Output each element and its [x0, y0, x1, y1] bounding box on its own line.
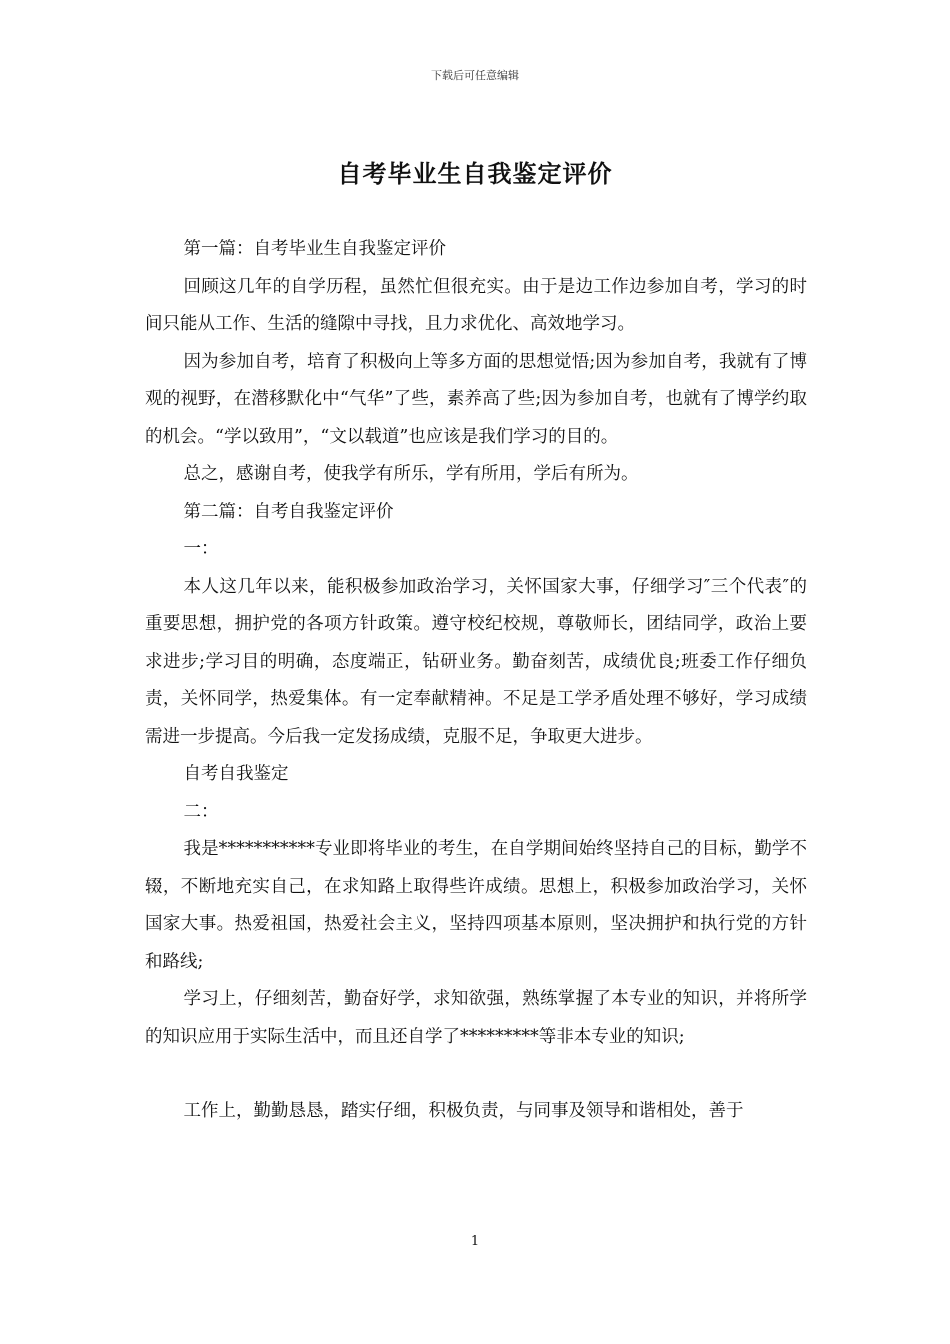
subsection-label: 一： — [183, 539, 219, 559]
document-body — [145, 231, 807, 1131]
section-heading-1: 第一篇：自考毕业生自我鉴定评价 — [183, 239, 446, 259]
paragraph: 回顾这几年的自学历程，虽然忙但很充实。由于是边工作边参加自考，学习的时间只能从工作、生活的缝隙中寻找，且力求优化、高效地学习。 — [145, 276, 807, 334]
subsection-label: 二： — [183, 801, 219, 822]
paragraph: 工作上，勤勤恳恳，踏实仔细，积极负责，与同事及领导和谐相处，善于 — [183, 1101, 744, 1121]
section-heading-2: 第二篇：自考自我鉴定评价 — [183, 501, 394, 522]
document-title: 自考毕业生自我鉴定评价 — [337, 159, 613, 188]
paragraph: 因为参加自考，培育了积极向上等多方面的思想觉悟;因为参加自考，我就有了博观的视野，在潜移默化中“气华”了些，素养高了些;因为参加自考，也就有了博学约取的机会。“学以致用”，“文以载道”也应该是我们学习的目的。 — [145, 351, 807, 447]
paragraph: 本人这几年以来，能积极参加政治学习，关怀国家大事，仔细学习″三个代表″的重要思想，拥护党的各项方针政策。遵守校纪校规，尊敬师长，团结同学，政治上要求进步;学习目的明确，态度端正，钻研业务。勤奋刻苦，成绩优良;班委工作仔细负责，关怀同学，热爱集体。有一定奉献精神。不足是工学矛盾处理不够好，学习成绩需进一步提高。今后我一定发扬成绩，克服不足，争取更大进步。 — [145, 576, 807, 747]
page-number: 1 — [470, 1234, 480, 1249]
subheading: 自考自我鉴定 — [183, 764, 289, 784]
header-note: 下载后可任意编辑 — [431, 69, 519, 82]
paragraph: 学习上，仔细刻苦，勤奋好学，求知欲强，熟练掌握了本专业的知识，并将所学的知识应用于实际生活中，而且还自学了*********等非本专业的知识; — [145, 989, 807, 1047]
paragraph: 我是***********专业即将毕业的考生，在自学期间始终坚持自己的目标，勤学不辍，不断地充实自己，在求知路上取得些许成绩。思想上，积极参加政治学习，关怀国家大事。热爱祖国，热爱社会主义，坚持四项基本原则，坚决拥护和执行党的方针和路线; — [145, 839, 807, 972]
paragraph: 总之，感谢自考，使我学有所乐，学有所用，学后有所为。 — [183, 464, 639, 484]
